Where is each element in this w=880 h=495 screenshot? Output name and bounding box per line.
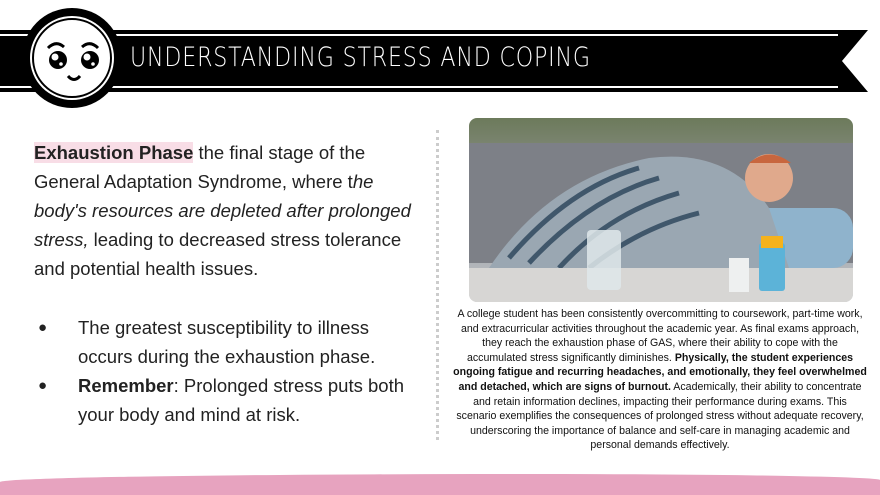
caption-text-end: Academically, their ability to concentrate and retain information declines, impacting their performance during exams. This scenario exemplifies the consequences of prolonged stress without adequate recovery, underscoring the importance of balance and self-care in managing academic and personal demands effectively. [456,380,864,452]
term-highlight: Exhaustion Phase [34,142,194,163]
bullet-text: : Prolonged stress puts both your body and mind at risk. [78,375,404,425]
bottom-decorative-band [0,474,880,495]
definition-end: leading to decreased stress tolerance and potential health issues. [34,229,402,279]
bullet-list [34,313,424,429]
smiley-face-icon [22,8,122,108]
definition-italic: he body's resources are depleted after prolonged stress, [34,171,411,250]
definition-section [34,138,424,429]
list-item: ● The greatest susceptibility to illness occurs during the exhaustion phase. [34,313,424,371]
definition-paragraph [34,138,424,283]
caption-text: A college student has been consistently overcommitting to coursework, part-time work, and extracurricular activities throughout the academic year. As final exams approach, they reach the exhaustion phase of GAS, where their ability to cope with the accumulated stress significantly diminishes. [457,308,863,364]
bullet-bold: Remember [78,375,174,396]
dotted-divider [436,130,439,440]
definition-text: the final stage of the General Adaptation Syndrome, where t [34,142,366,192]
scenario-caption [452,307,868,453]
student-sleeping-photo [469,118,853,302]
list-item [34,371,424,429]
page-title: UNDERSTANDING STRESS AND COPING [130,42,591,73]
caption-bold: Physically, the student experiences ongoing fatigue and recurring headaches, and emotionally, they feel overwhelmed and detached, which are signs of burnout. [453,351,867,393]
